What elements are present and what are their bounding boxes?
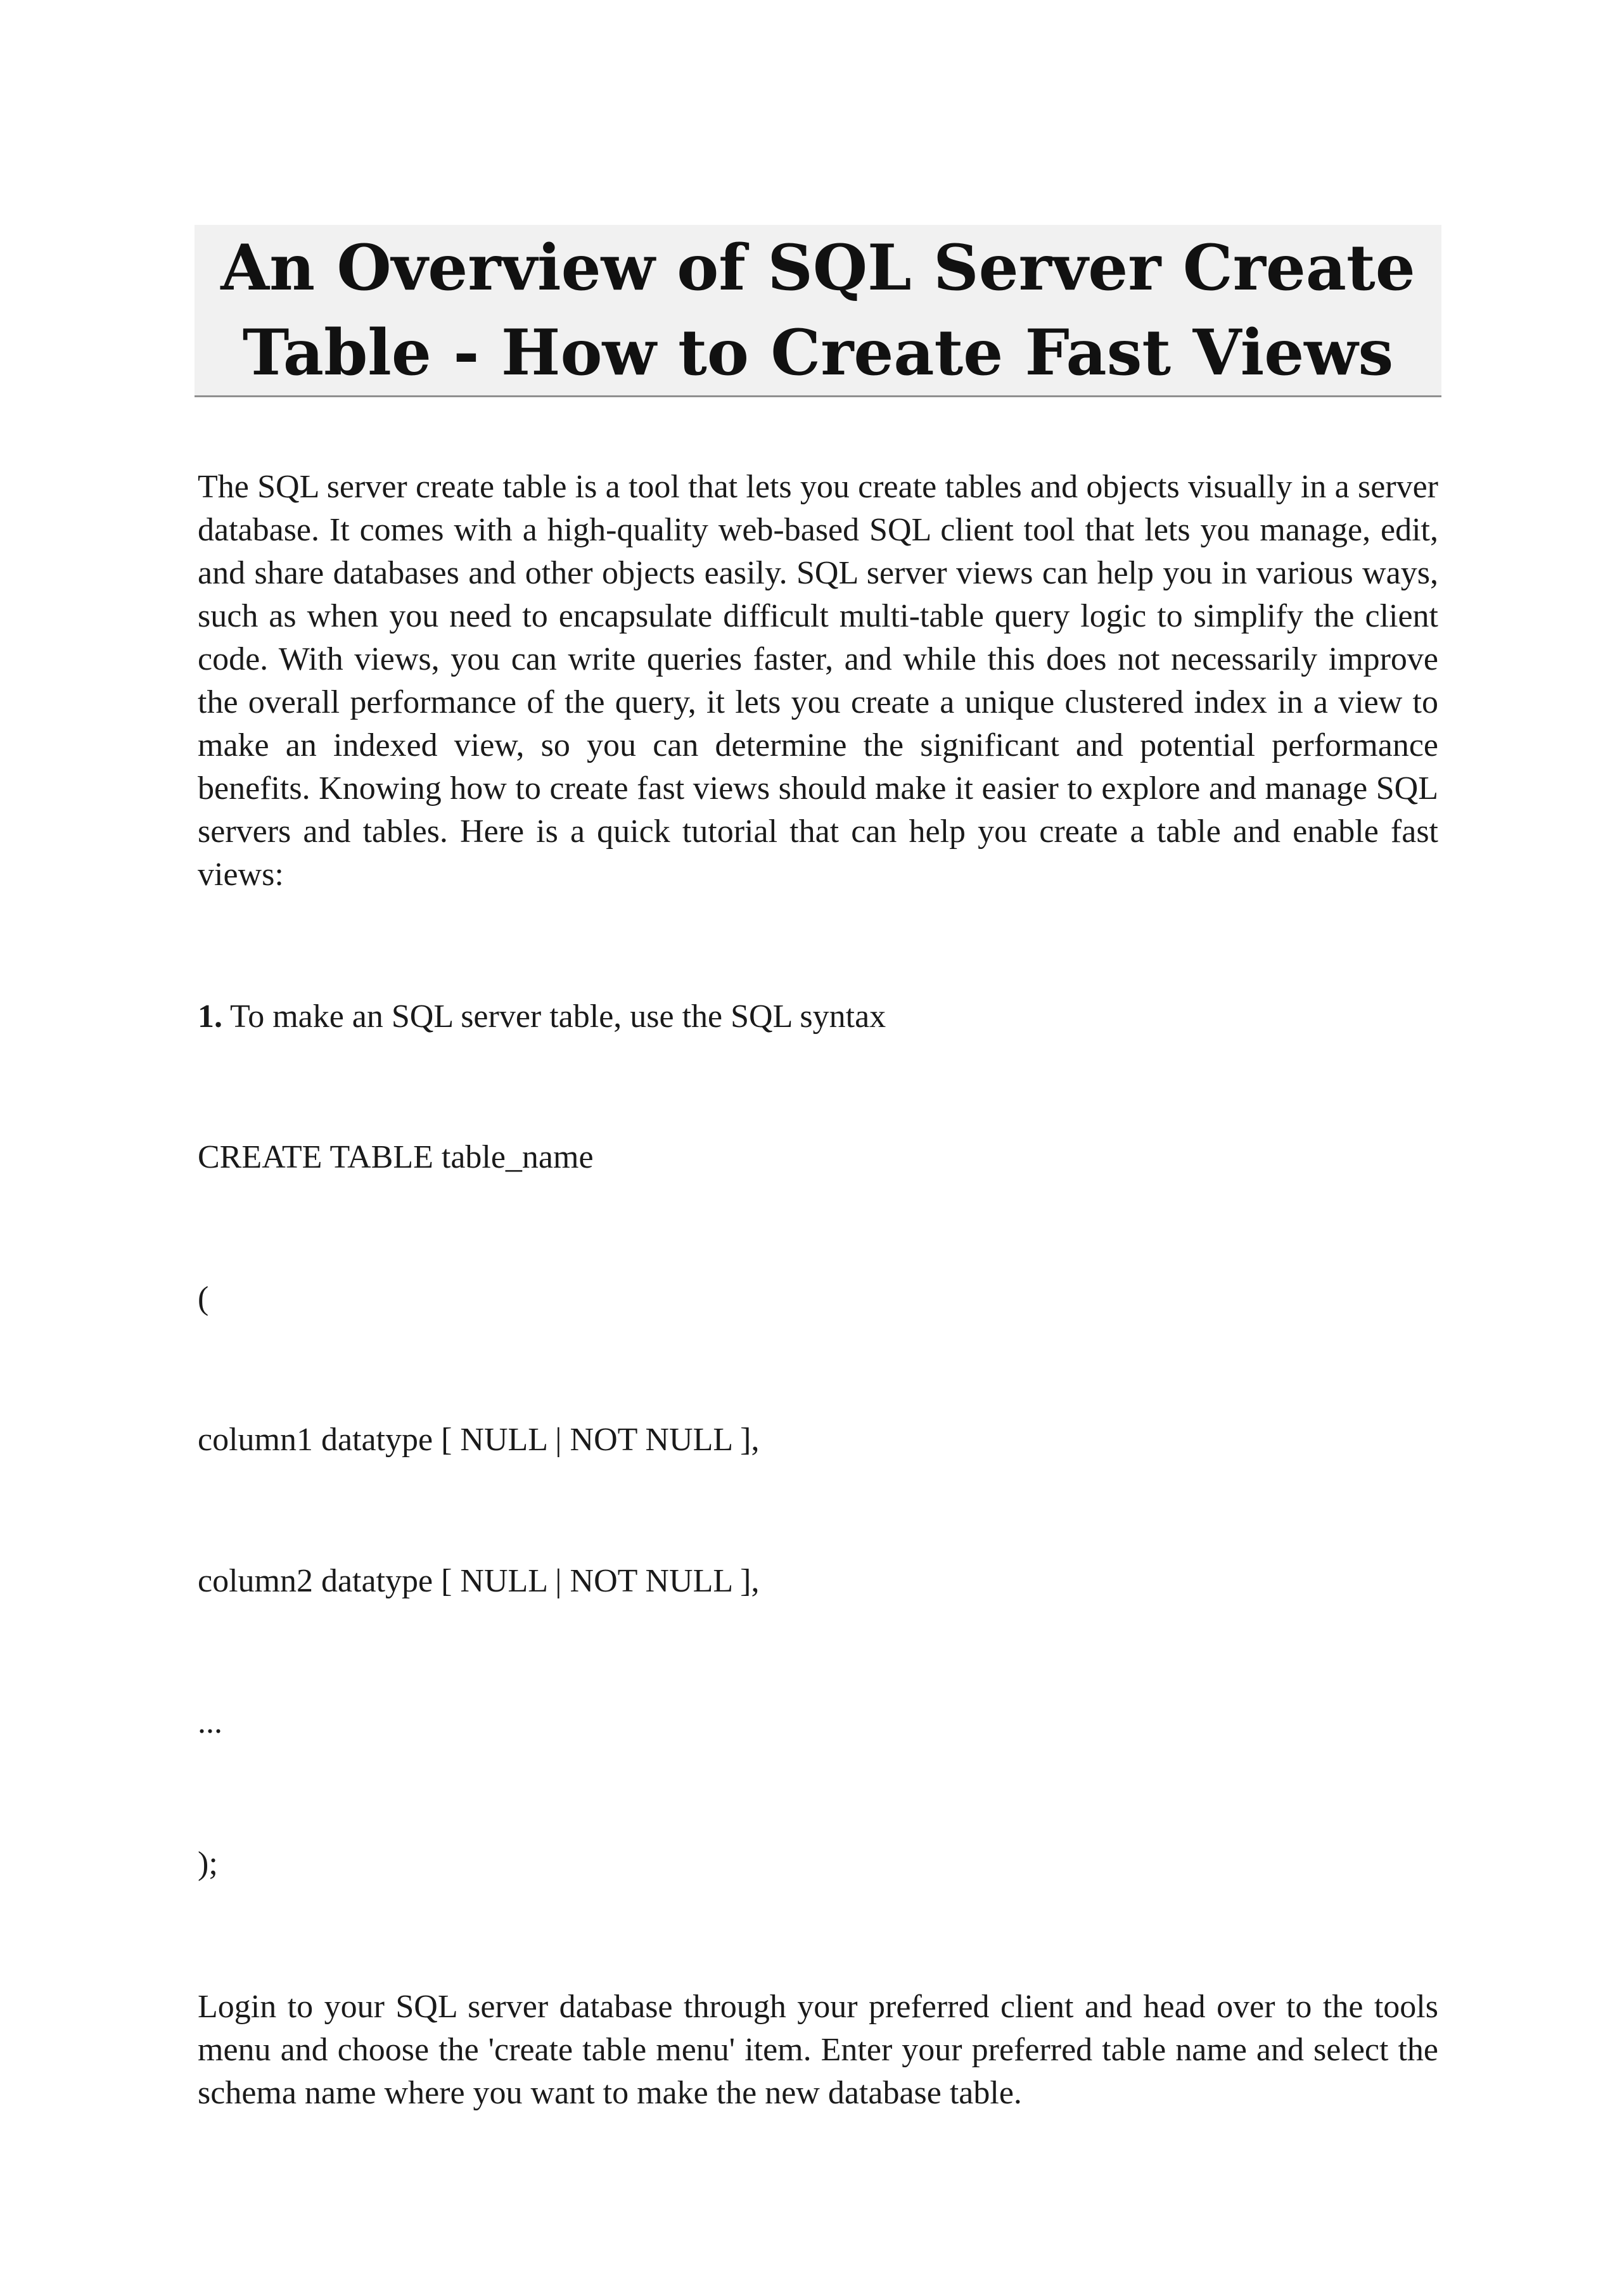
code-line-open-paren: ( [198,1280,209,1317]
intro-paragraph: The SQL server create table is a tool that lets you create tables and objects visually in a server database. It comes with a high-quality web-based SQL client tool that lets you manage, edit, and share databases and other objects easily. SQL server views can help you in various ways, such as when you need to encapsulate difficult multi-table query logic to simplify the client code. With views, you can write queries faster, and while this does not necessarily improve the overall performance of the query, it lets you create a unique clustered index in a view to make an indexed view, so you can determine the significant and potential performance benefits. Knowing how to create fast views should make it easier to explore and manage SQL servers and tables. Here is a quick tutorial that can help you create a table and enable fast views: [198,469,1438,893]
step-text: To make an SQL server table, use the SQL syntax [222,998,886,1035]
code-line-column2: column2 datatype [ NULL | NOT NULL ], [198,1563,760,1599]
outro-paragraph: Login to your SQL server database through your preferred client and head over to the tools menu and choose the 'create table menu' item. Enter your preferred table name and select the schema name where you want to make the new database table. [198,1989,1438,2111]
document-title: An Overview of SQL Server Create Table - How to Create Fast Views [220,231,1415,390]
title-banner [195,225,1441,397]
code-line-ellipsis: ... [198,1704,222,1740]
intro-section [198,466,1438,896]
step-1 [198,995,1438,1038]
code-line-close: ); [198,1846,218,1882]
code-line-column1: column1 datatype [ NULL | NOT NULL ], [198,1422,760,1458]
step-number: 1. [198,998,222,1035]
code-line-create-table: CREATE TABLE table_name [198,1139,594,1175]
